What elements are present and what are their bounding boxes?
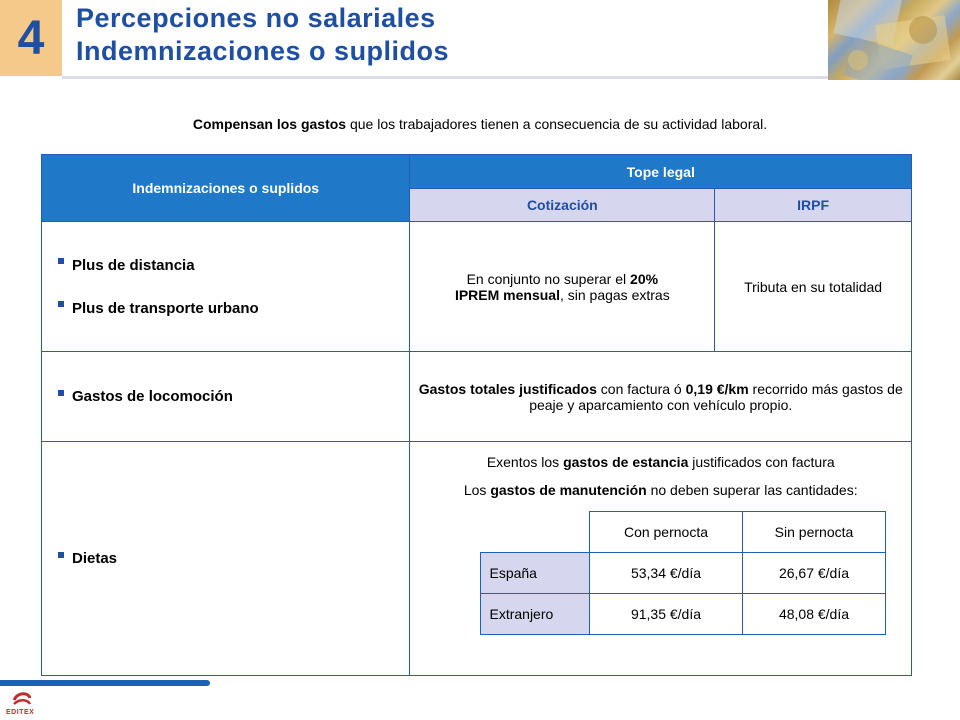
dietas-row-label: Extranjero xyxy=(481,594,590,635)
row-dietas-item xyxy=(42,442,410,676)
dietas-header-con: Con pernocta xyxy=(589,512,742,553)
chapter-badge xyxy=(0,0,62,76)
dietas-value: 53,34 €/día xyxy=(589,553,742,594)
banknotes-illustration xyxy=(828,0,960,80)
list-item: Plus de distancia xyxy=(58,257,409,274)
dietas-value: 48,08 €/día xyxy=(742,594,885,635)
dietas-value: 26,67 €/día xyxy=(742,553,885,594)
list-item: Plus de transporte urbano xyxy=(58,300,409,317)
intro-rest: que los trabajadores tienen a consecuencia de su actividad laboral. xyxy=(346,116,768,132)
dietas-line-1: Exentos los gastos de estancia justificados con factura xyxy=(486,454,835,470)
indemnizaciones-table xyxy=(41,154,912,676)
chapter-number: 4 xyxy=(17,11,45,65)
bullet-icon xyxy=(58,258,64,264)
table-row xyxy=(481,594,886,635)
dietas-corner xyxy=(481,512,590,553)
dietas-header-sin: Sin pernocta xyxy=(742,512,885,553)
title-divider xyxy=(62,76,830,79)
dietas-value: 91,35 €/día xyxy=(589,594,742,635)
intro-bold: Compensan los gastos xyxy=(192,116,347,132)
header-tope-legal: Tope legal xyxy=(410,155,912,189)
cell-plus-cotizacion: En conjunto no superar el 20% IPREM mensual, sin pagas extras xyxy=(410,222,715,352)
intro-sentence xyxy=(0,116,960,132)
bullet-icon xyxy=(58,390,64,396)
bullet-icon xyxy=(58,301,64,307)
editex-logo-text: EDITEX xyxy=(6,709,35,716)
list-item: Gastos de locomoción xyxy=(58,388,409,405)
title-line-1: Percepciones no salariales xyxy=(76,3,436,33)
cell-locomocion: Gastos totales justificados con factura ó 0,19 €/km recorrido más gastos de peaje y aparcamiento con vehículo propio. xyxy=(410,352,912,442)
dietas-row-label: España xyxy=(481,553,590,594)
table-row xyxy=(481,553,886,594)
cell-plus-irpf: Tributa en su totalidad xyxy=(715,222,912,352)
page-title xyxy=(76,2,449,68)
list-item: Dietas xyxy=(58,550,409,567)
dietas-line-2: Los gastos de manutención no deben superar las cantidades: xyxy=(463,482,858,498)
bullet-icon xyxy=(58,552,64,558)
banknotes-image xyxy=(828,0,960,80)
cell-dietas xyxy=(410,442,912,676)
row-locomocion-item xyxy=(42,352,410,442)
row-plus-items xyxy=(42,222,410,352)
header-indemnizaciones: Indemnizaciones o suplidos xyxy=(42,155,410,222)
footer-bar xyxy=(0,680,210,686)
subheader-cotizacion: Cotización xyxy=(410,189,715,222)
subheader-irpf: IRPF xyxy=(715,189,912,222)
dietas-table xyxy=(480,511,886,635)
title-line-2: Indemnizaciones o suplidos xyxy=(76,36,450,66)
